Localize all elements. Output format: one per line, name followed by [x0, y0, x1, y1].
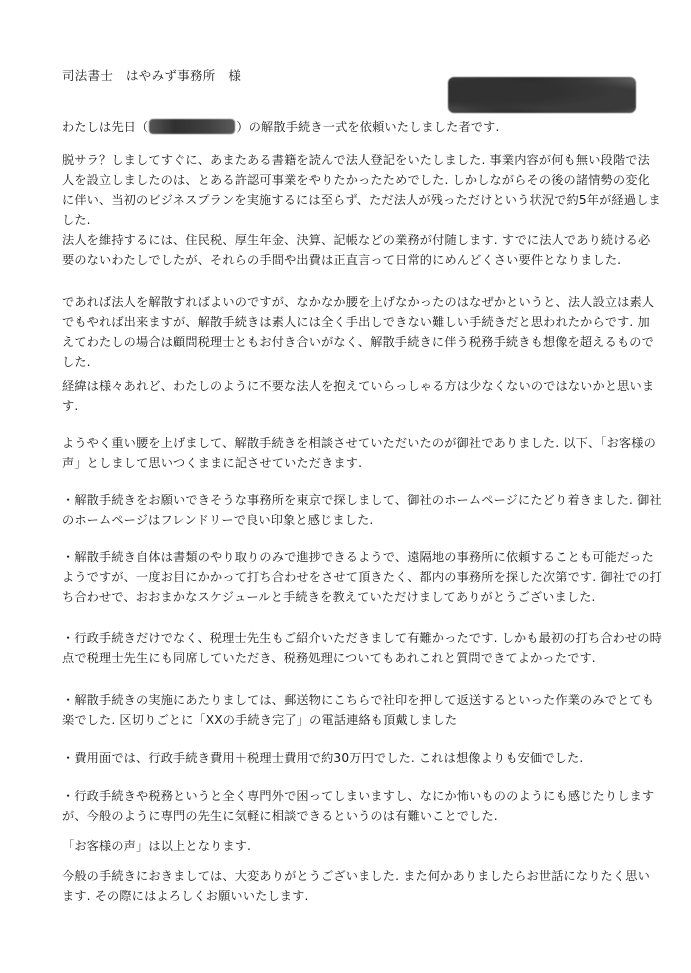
paragraph: であれば法人を解散すればよいのですが、なかなか腰を上げなかったのはなぜかというと、法人設立は素人でもやれば出来ますが、解散手続きは素人には全く手出しできない難しい手続きだと思われたからです. 加えてわたしの場合は顧問税理士ともお付き合いがなく、解散手続きに伴う税務手続きも想像を超えるものでした. [62, 295, 655, 369]
intro-after: ）の解散手続き一式を依頼いたしました者です. [236, 120, 500, 134]
paragraph: 法人を維持するには、住民税、厚生年金、決算、記帳などの業務が付随します. すでに法人であり続ける必要のないわたしでしたが、それらの手間や出費は正直言って日常的にめんどくさい要件となりました. [62, 233, 651, 267]
redacted-id-block [448, 77, 636, 113]
paragraph: ・行政手続きだけでなく、税理士先生もご紹介いただきまして有難かったです. しかも最初の打ち合わせの時点で税理士先生にも同席していただき、税務処理についてもあれこれと質問できてよかったです. [62, 631, 663, 665]
intro-line [62, 118, 500, 135]
paragraph: 経緯は様々あれど、わたしのように不要な法人を抱えていらっしゃる方は少なくないのではないかと思います. [62, 379, 655, 413]
intro-before: わたしは先日（ [62, 120, 149, 134]
paragraph: ・行政手続きや税務というと全く専門外で困ってしまいますし、なにか怖いもののようにも感じたりしますが、今般のように専門の先生に気軽に相談できるというのは有難いことでした. [62, 789, 655, 823]
paragraph: ようやく重い腰を上げまして、解散手続きを相談させていただいたのが御社でありました. 以下、「お客様の声」としまして思いつくままに記させていただきます. [62, 436, 656, 470]
paragraph: ・解散手続きの実施にあたりましては、郵送物にこちらで社印を押して返送するといった作業のみでとても楽でした. 区切りごとに「XXの手続き完了」の電話連絡も頂戴しました [62, 693, 655, 727]
paragraph: 脱サラ？しましてすぐに、あまたある書籍を読んで法人登記をいたしました. 事業内容が何も無い段階で法人を設立しましたのは、とある許認可事業をやりたかったためでした. しかしながらその後の諸情勢の変化に伴い、当初のビジネスプランを実施するには至らず、ただ法人が残っただけという状況で約5年が経過しました. [62, 153, 661, 227]
redacted-date [149, 119, 235, 134]
paragraph: 今般の手続きにおきましては、大変ありがとうございました. また何かありましたらお世話になりたく思います. その際にはよろしくお願いいたします. [62, 869, 650, 903]
addressee-line: 司法書士 はやみず事務所 様 [62, 68, 242, 83]
paragraph: 「お客様の声」は以上となります. [62, 839, 252, 853]
paragraph: ・費用面では、行政手続き費用＋税理士費用で約30万円でした. これは想像よりも安価でした. [62, 751, 584, 765]
paragraph: ・解散手続きをお願いできそうな事務所を東京で探しまして、御社のホームページにたどり着きました. 御社のホームページはフレンドリーで良い印象と感じました. [62, 493, 662, 527]
paragraph: ・解散手続き自体は書類のやり取りのみで進捗できるようで、遠隔地の事務所に依頼することも可能だったようですが、一度お目にかかって打ち合わせをさせて頂きたく、都内の事務所を探した次第です. 御社での打ち合わせで、おおまかなスケジュールと手続きを教えていただけましてありがとうございました. [62, 550, 663, 604]
